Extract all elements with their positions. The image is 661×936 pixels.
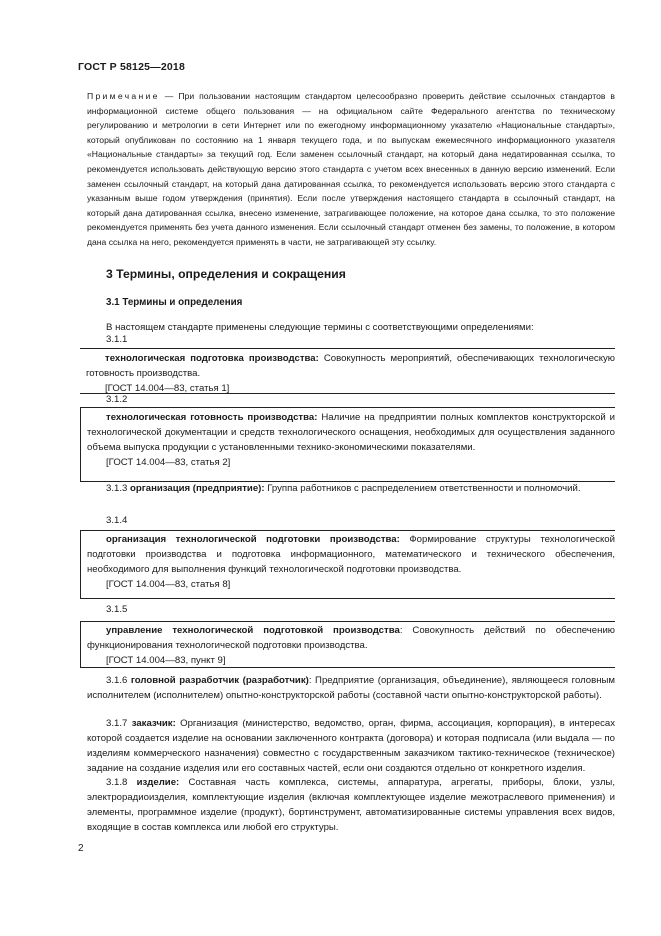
term-paragraph [87,481,615,496]
section-title: 3 Термины, определения и сокращения [106,267,346,281]
term-name: головной разработчик (разработчик) [130,675,309,686]
term-source: [ГОСТ 14.004—83, статья 2] [106,457,231,468]
term-box [80,530,615,599]
term-name: заказчик: [131,718,176,729]
term-name: изделие: [136,777,180,788]
term-paragraph [87,716,615,776]
term-text: Наличие на предприятии полных комплектов конструкторской и технологической документации и средств технологического оснащения, необходимых для осуществления заданного объема выпуска продукции с установленными технико-экономическими показателями. [87,412,616,453]
term-text: : Совокупность действий по обеспечению функционирования технологической подготовки производства. [87,625,615,651]
term-paragraph [87,775,615,835]
term-definition [81,408,615,455]
term-text: Формирование структуры технологической подготовки производства и подготовка информационного, математического и технического обеспечения, необходимого для выполнения функций технологической подготовки производства. [87,534,615,575]
term-name: организация (предприятие): [130,483,265,494]
intro-paragraph: В настоящем стандарте применены следующие термины с соответствующими определениями: [106,322,534,333]
term-number: 3.1.2 [106,394,128,405]
term-definition [81,622,615,653]
term-text: : Предприятие (организация, объединение), являющееся головным исполнителем (исполнителем) опытно-конструкторской работы (составной части опытно-конструкторской работы). [87,675,615,701]
term-text: Организация (министерство, ведомство, орган, фирма, ассоциация, корпорация), в интересах которой создается изделие на основании заключенного контракта (договора) и которая подписала (или выдала — по изделиям коммерческого назначения) совместно с государственным заказчиком тактико-техническое (техническое) задание на создание изделия или его составных частей, если они создаются отдельно от конкретного изделия. [87,718,616,774]
term-box [80,407,615,482]
note-text: — При пользовании настоящим стандартом целесообразно проверить действие ссылочных стандартов в информационной системе общего пользования — на официальном сайте Федерального агентства по техническому регулированию и метрологии в сети Интернет или по ежегодному информационному указателю «Национальные стандарты», который опубликован по состоянию на 1 января текущего года, и по выпускам ежемесячного информационного указателя «Национальные стандарты» за текущий год. Если заменен ссылочный стандарт, на который дана недатированная ссылка, то рекомендуется использовать действующую версию этого стандарта с учетом всех внесенных в данную версию изменений. Если заменен ссылочный стандарт, на который дана датированная ссылка, то рекомендуется использовать версию этого стандарта с указанным выше годом утверждения (принятия). Если после утверждения настоящего стандарта в ссылочный стандарт, на который дана датированная ссылка, внесено изменение, затрагивающее положение, на которое дана ссылка, то это положение рекомендуется применять без учета данного изменения. Если ссылочный стандарт отменен без замены, то положение, в котором дана ссылка на него, рекомендуется применять в части, не затрагивающей эту ссылку. [87,91,615,247]
term-number: 3.1.6 [106,675,128,686]
term-definition [81,531,615,577]
page-number: 2 [78,843,84,854]
term-source: [ГОСТ 14.004—83, статья 1] [105,383,230,394]
subsection-title: 3.1 Термины и определения [106,297,243,308]
term-number: 3.1.1 [106,334,128,345]
term-number: 3.1.5 [106,604,128,615]
term-source: [ГОСТ 14.004—83, пункт 9] [106,655,226,666]
term-name: технологическая готовность производства: [106,412,318,423]
term-source: [ГОСТ 14.004—83, статья 8] [106,579,231,590]
term-number: 3.1.3 [106,483,128,494]
term-text: Совокупность мероприятий, обеспечивающих технологическую готовность производства. [86,353,615,379]
term-text: Группа работников с распределением ответственности и полномочий. [264,483,581,494]
term-box [80,348,615,394]
term-paragraph [87,673,615,703]
term-name: организация технологической подготовки производства: [106,534,400,545]
term-number: 3.1.4 [106,515,128,526]
term-name: технологическая подготовка производства: [105,353,319,364]
note-label: Примечание [87,91,160,101]
term-definition [80,349,615,381]
term-text: Составная часть комплекса, системы, аппаратура, агрегаты, приборы, блоки, узлы, электрорадиоизделия, комплектующие изделия (включая комплектующее изделие межотраслевого применения) и элементы, программное изделие (продукт), бортинструмент, автоматизированные системы управления всех видов, входящие в состав комплекса или любой его структуры. [87,777,615,833]
reference-note [87,89,615,250]
term-box [80,621,615,668]
term-number: 3.1.8 [106,777,128,788]
term-number: 3.1.7 [106,718,128,729]
term-name: управление технологической подготовкой производства [106,625,400,636]
document-id-header: ГОСТ Р 58125—2018 [78,61,186,73]
